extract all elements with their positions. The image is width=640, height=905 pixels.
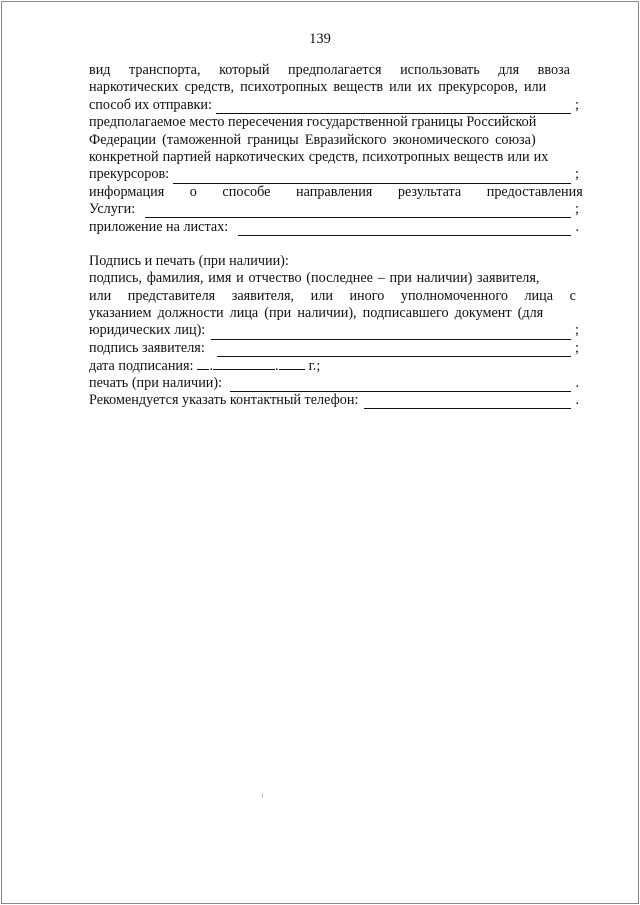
date-dot-2: .: [275, 358, 279, 375]
transport-text-1: вид транспорта, который предполагается использовать для ввоза: [89, 62, 570, 78]
attachment-field[interactable]: [238, 223, 571, 236]
phone-line: [89, 392, 579, 409]
result-info-line: [89, 183, 583, 201]
result-info-text: информация о способе направления результата предоставления: [89, 183, 583, 200]
signature-heading: Подпись и печать (при наличии):: [89, 252, 289, 269]
precursors-field[interactable]: [173, 171, 571, 184]
attachment-label: приложение на листах:: [89, 218, 229, 235]
signature-text-3: указанием должности лица (при наличии), подписавшего документ (для: [89, 305, 544, 322]
semicolon: ;: [575, 96, 579, 113]
dispatch-method-line: [89, 97, 579, 114]
signing-date-line: [89, 357, 579, 374]
border-text-3: конкретной партией наркотических средств, психотропных веществ или их: [89, 148, 549, 165]
semicolon: ;: [575, 322, 579, 339]
stamp-label: печать (при наличии):: [89, 374, 223, 391]
border-text-1: предполагаемое место пересечения государственной границы Российской: [89, 114, 537, 131]
applicant-signature-label: подпись заявителя:: [89, 339, 205, 356]
period: .: [575, 392, 579, 409]
transport-text-2: наркотических средств, психотропных веществ или их прекурсоров, или: [89, 79, 547, 96]
document-body: [89, 62, 583, 409]
date-day-field[interactable]: [197, 357, 209, 370]
date-month-field[interactable]: [213, 357, 275, 370]
semicolon: ;: [575, 201, 579, 218]
legal-entity-label: юридических лиц):: [89, 322, 206, 339]
attachment-line: [89, 219, 579, 236]
stamp-field[interactable]: [230, 379, 571, 392]
scan-mark: [262, 793, 263, 798]
applicant-signature-line: [89, 340, 579, 357]
stamp-line: [89, 375, 579, 392]
dispatch-method-label: способ их отправки:: [89, 96, 212, 113]
signing-date-label: дата подписания:: [89, 358, 194, 375]
period: .: [575, 374, 579, 391]
border-line-2: [89, 132, 579, 149]
service-field[interactable]: [145, 205, 571, 218]
signature-text-line-2: [89, 288, 579, 305]
date-year-suffix: г.;: [308, 358, 321, 375]
applicant-signature-field[interactable]: [217, 344, 571, 357]
dispatch-method-field[interactable]: [216, 101, 571, 114]
signature-text-1: подпись, фамилия, имя и отчество (последнее – при наличии) заявителя,: [89, 270, 540, 287]
border-line-3: [89, 149, 579, 166]
transport-line-1: [89, 62, 579, 79]
semicolon: ;: [575, 339, 579, 356]
precursors-line: [89, 166, 579, 183]
service-line: [89, 201, 579, 218]
date-dot-1: .: [209, 358, 214, 375]
legal-entity-field[interactable]: [211, 327, 571, 340]
precursors-label: прекурсоров:: [89, 166, 170, 183]
legal-entity-line: [89, 322, 579, 339]
transport-line-2: [89, 79, 579, 96]
signature-text-line-1: [89, 270, 579, 287]
signature-heading-line: [89, 253, 579, 270]
page-number: 139: [309, 31, 331, 47]
signature-text-2: или представителя заявителя, или иного уполномоченного лица с: [89, 287, 576, 304]
date-year-field[interactable]: [279, 357, 305, 370]
border-line-1: [89, 114, 579, 131]
service-label: Услуги:: [89, 201, 136, 218]
border-text-2: Федерации (таможенной границы Евразийского экономического союза): [89, 131, 536, 148]
period: .: [575, 218, 579, 235]
semicolon: ;: [575, 166, 579, 183]
phone-label: Рекомендуется указать контактный телефон:: [89, 392, 359, 409]
signature-text-line-3: [89, 305, 579, 322]
phone-field[interactable]: [364, 396, 571, 409]
